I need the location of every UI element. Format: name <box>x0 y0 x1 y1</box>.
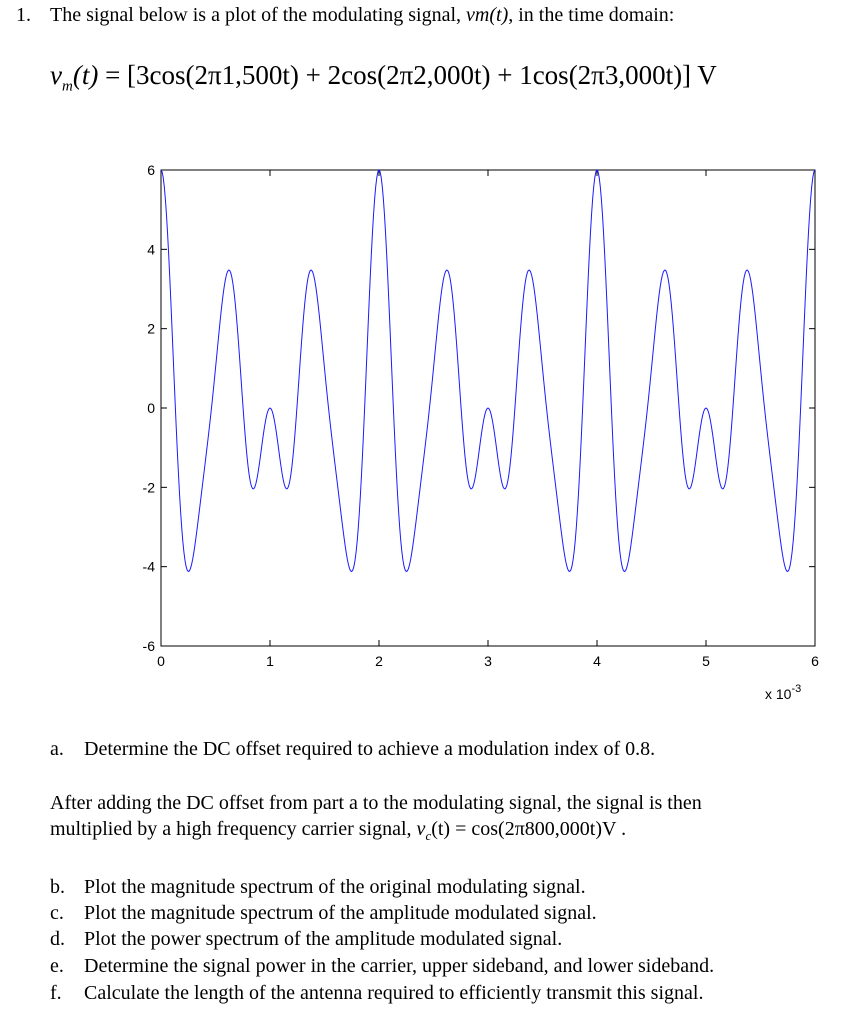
x-tick-label: 1 <box>266 653 274 669</box>
part-text: Calculate the length of the antenna required to efficiently transmit this signal. <box>84 982 704 1004</box>
part-text: Plot the power spectrum of the amplitude modulated signal. <box>84 928 563 950</box>
part-label: b. <box>50 876 65 898</box>
x-tick-label: 3 <box>484 653 492 669</box>
modulating-equation <box>50 60 717 95</box>
x-tick-label: 4 <box>593 653 601 669</box>
part-text: Determine the signal power in the carrier, upper sideband, and lower sideband. <box>84 955 715 977</box>
equation-lhs-arg: (t) <box>72 60 99 90</box>
x-tick-label: 6 <box>811 653 819 669</box>
part-text: Plot the magnitude spectrum of the original modulating signal. <box>84 876 586 898</box>
question-text-after: , in the time domain: <box>508 4 675 26</box>
question-symbol: vm(t) <box>466 4 509 26</box>
carrier-sub: c <box>425 828 432 843</box>
y-tick-label: 4 <box>147 241 155 258</box>
y-tick-label: -6 <box>142 638 155 654</box>
paragraph-line-2 <box>50 818 626 844</box>
equation-lhs-var: v <box>50 60 62 90</box>
carrier-rhs: (t) = cos(2π800,000t)V . <box>431 818 627 840</box>
y-tick-label: 2 <box>147 320 155 337</box>
y-tick-label: -2 <box>142 479 155 496</box>
equation-rhs: = [3cos(2π1,500t) + 2cos(2π2,000t) + 1cos(2π3,000t)] V <box>105 60 717 90</box>
carrier-var: v <box>416 818 426 840</box>
part-d <box>50 928 562 951</box>
part-b <box>50 876 586 899</box>
y-tick-labels <box>143 162 156 654</box>
x-multiplier-label: x 10 <box>765 686 792 702</box>
part-label: c. <box>50 902 64 924</box>
x-multiplier <box>765 683 801 702</box>
part-label: e. <box>50 955 64 977</box>
x-multiplier-exp: -3 <box>791 683 802 695</box>
part-text: Plot the magnitude spectrum of the amplitude modulated signal. <box>84 902 597 924</box>
y-tick-label: 0 <box>147 400 155 416</box>
y-tick-label: 6 <box>147 162 155 178</box>
series-line <box>161 170 815 571</box>
time-domain-chart <box>0 150 842 710</box>
question-text-before: The signal below is a plot of the modulating signal, <box>50 4 467 26</box>
part-a-label: a. <box>50 738 64 760</box>
part-f <box>50 982 703 1005</box>
x-tick-label: 0 <box>157 653 165 669</box>
x-tick-label: 5 <box>702 653 710 669</box>
equation-lhs-sub: m <box>61 78 73 95</box>
question-text <box>50 4 674 27</box>
part-e <box>50 955 714 978</box>
part-c <box>50 902 597 925</box>
paragraph-line-2-text: multiplied by a high frequency carrier signal, <box>50 818 412 840</box>
part-a-text: Determine the DC offset required to achieve a modulation index of 0.8. <box>84 738 656 760</box>
paragraph-line-1: After adding the DC offset from part a to the modulating signal, the signal is then <box>50 792 702 814</box>
part-label: d. <box>50 928 65 950</box>
part-label: f. <box>50 982 62 1004</box>
question-number: 1. <box>16 4 31 26</box>
y-tick-label: -4 <box>142 558 155 575</box>
x-tick-labels <box>157 653 819 669</box>
part-a <box>50 738 655 761</box>
x-tick-label: 2 <box>375 653 383 669</box>
